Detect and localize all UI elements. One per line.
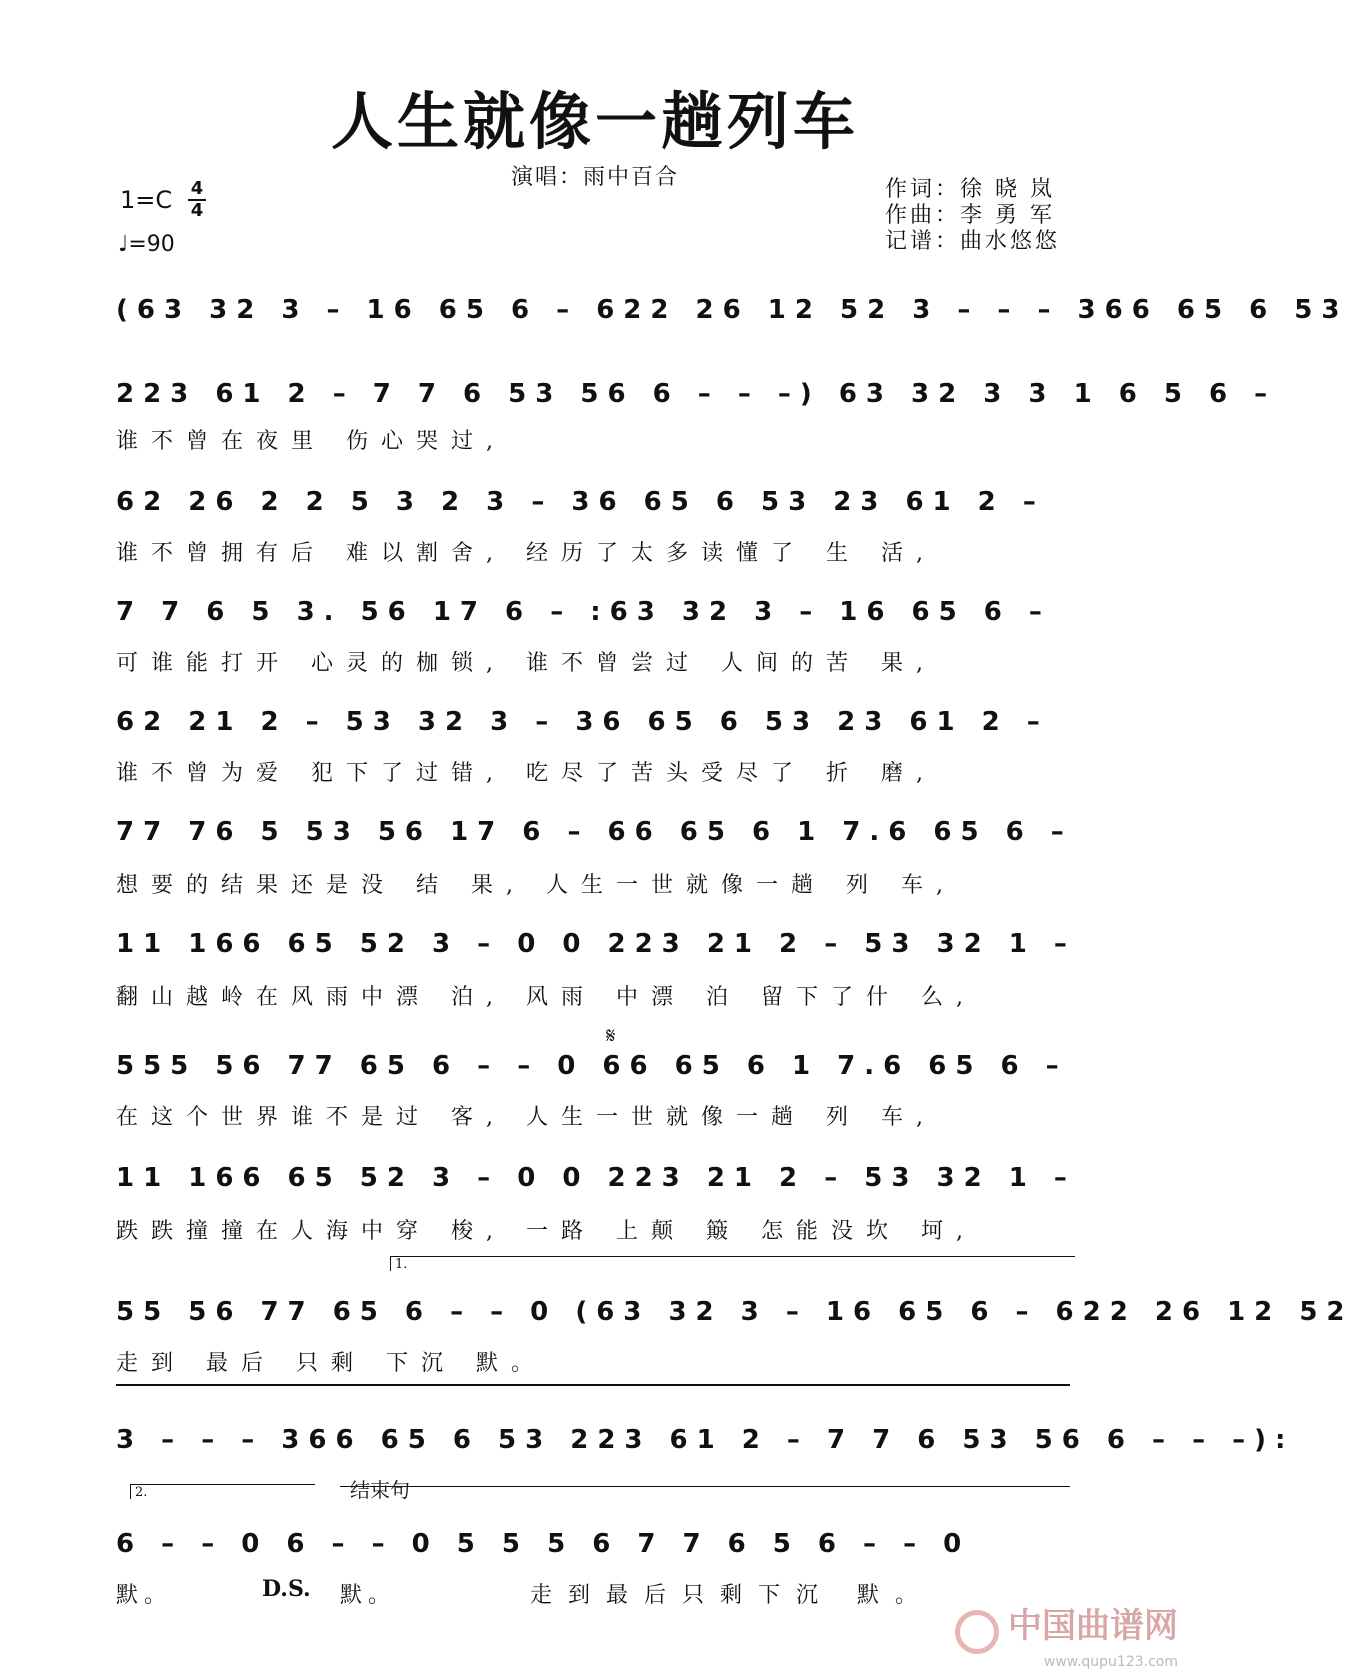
watermark-name: 中国曲谱网	[1008, 1605, 1178, 1646]
lyricist-credit: 作词：徐 晓 岚	[885, 177, 1055, 202]
lyric-line: 谁不曾为爱 犯下了过错, 吃尽了苦头受尽了 折 磨,	[116, 761, 936, 786]
lyric-line: 谁不曾在夜里 伤心哭过,	[116, 429, 506, 454]
volta-1-bracket: 1.	[390, 1256, 1075, 1271]
lyric-line: 翻山越岭在风雨中漂 泊, 风雨 中漂 泊 留下了什 么,	[116, 985, 976, 1010]
score-row	[116, 1156, 1076, 1200]
ds-lyric: 默。	[340, 1583, 397, 1608]
score-row	[116, 288, 1349, 332]
transcriber-credit: 记谱：曲水悠悠	[885, 229, 1061, 254]
notation-line: 223 61 2 – 7 7 6 53 56 6 – – –) 63 32 3 3 1 6 5 6 –	[116, 379, 1277, 409]
page-title: 人生就像一趟列车	[330, 85, 859, 158]
watermark-url: www.qupu123.com	[1043, 1654, 1178, 1670]
score-row	[116, 1418, 1295, 1462]
lyric-line: 在这个世界谁不是过 客, 人生一世就像一趟 列 车,	[116, 1105, 936, 1130]
score-row	[116, 372, 1277, 416]
watermark	[955, 1598, 1178, 1671]
watermark-logo-icon	[955, 1610, 999, 1654]
score-row	[116, 922, 1076, 966]
time-signature	[188, 180, 206, 220]
singer-line: 演唱：雨中百合	[510, 165, 679, 190]
notation-line: 77 76 5 53 56 17 6 – 66 65 6 1 7.6 65 6 –	[116, 817, 1073, 847]
lyric-line: 可谁能打开 心灵的枷锁, 谁不曾尝过 人间的苦 果,	[116, 651, 936, 676]
final-lyric: 走到最后只剩下沉 默。	[530, 1583, 933, 1608]
score-row	[116, 480, 1070, 524]
score-row	[116, 810, 1073, 854]
score-row	[116, 1290, 1354, 1334]
key-signature: 1=C	[120, 186, 173, 214]
lyric-line: 默。	[116, 1583, 173, 1608]
lyric-line: 走到 最后 只剩 下沉 默。	[116, 1351, 546, 1376]
ending-phrase-line	[340, 1486, 1070, 1487]
lyric-line: 想要的结果还是没 结 果, 人生一世就像一趟 列 车,	[116, 873, 956, 898]
segno-mark: 𝄋	[606, 1024, 616, 1049]
notation-line: 3 – – – 366 65 6 53 223 61 2 – 7 7 6 53 56 6 – – –):	[116, 1425, 1295, 1455]
notation-line: 62 26 2 2 5 3 2 3 – 36 65 6 53 23 61 2 –	[116, 487, 1045, 517]
score-row	[116, 1044, 1070, 1088]
system-divider	[116, 1384, 1070, 1386]
composer-credit: 作曲：李 勇 军	[885, 203, 1055, 228]
time-signature-top: 4	[190, 178, 204, 199]
notation-line: 6 – – 0 6 – – 0 5 5 5 6 7 7 6 5 6 – – 0	[116, 1529, 971, 1559]
ending-phrase-label: 结束句	[350, 1478, 410, 1502]
score-row	[116, 590, 1070, 634]
time-signature-bottom: 4	[190, 200, 204, 221]
tempo-mark: ♩=90	[118, 232, 175, 257]
notation-line: 11 166 65 52 3 – 0 0 223 21 2 – 53 32 1 –	[116, 1163, 1076, 1193]
notation-line: 62 21 2 – 53 32 3 – 36 65 6 53 23 61 2 –	[116, 707, 1049, 737]
notation-line: 11 166 65 52 3 – 0 0 223 21 2 – 53 32 1 –	[116, 929, 1076, 959]
lyric-line: 跌跌撞撞在人海中穿 梭, 一路 上颠 簸 怎能没坎 坷,	[116, 1219, 976, 1244]
notation-line: (63 32 3 – 16 65 6 – 622 26 12 52 3 – – – 366 65 6 53	[116, 295, 1349, 325]
notation-line: 7 7 6 5 3. 56 17 6 – :63 32 3 – 16 65 6 –	[116, 597, 1051, 627]
notation-line: 555 56 77 65 6 – – 0 66 65 6 1 7.6 65 6 –	[116, 1051, 1068, 1081]
lyric-line: 谁不曾拥有后 难以割舍, 经历了太多读懂了 生 活,	[116, 541, 936, 566]
dal-segno-mark: D.S.	[262, 1576, 311, 1602]
notation-line: 55 56 77 65 6 – – 0 (63 32 3 – 16 65 6 – 622 26 12 52	[116, 1297, 1354, 1327]
score-row	[116, 1522, 1070, 1566]
score-row	[116, 700, 1070, 744]
volta-2-bracket: 2.	[130, 1484, 315, 1499]
